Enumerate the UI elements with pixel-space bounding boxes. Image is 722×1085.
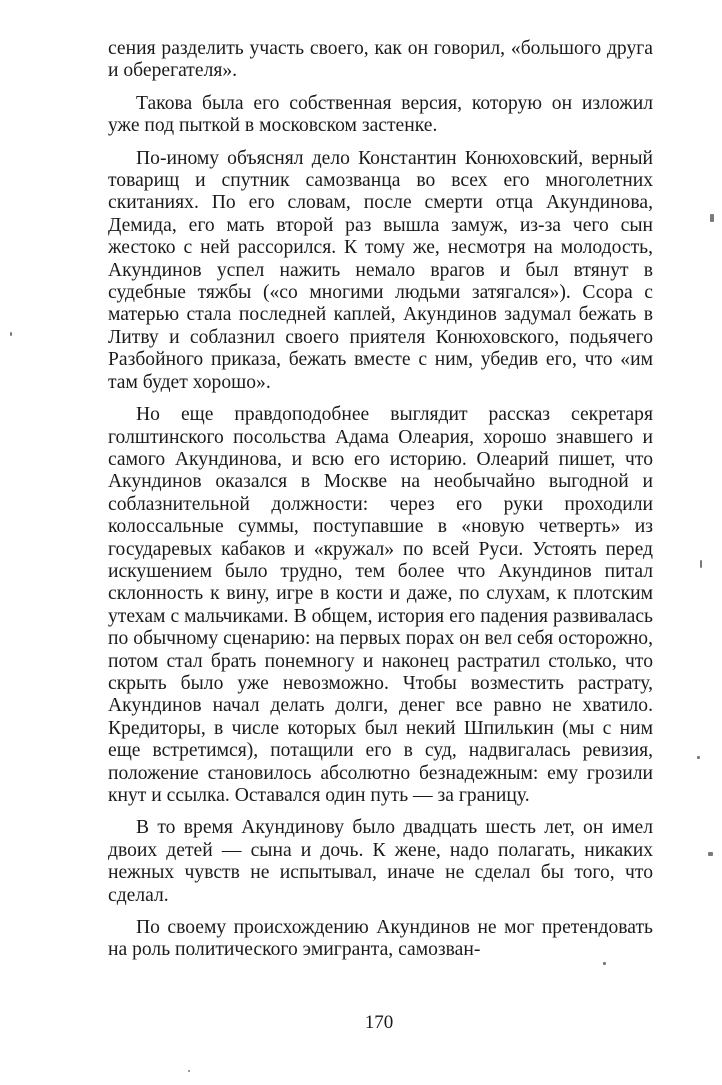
paragraph: сения разделить участь своего, как он говорил, «большого друга и оберегателя». — [108, 38, 653, 82]
scan-speck — [188, 1070, 190, 1072]
body-text — [108, 38, 653, 972]
paragraph: По-иному объяснял дело Константин Конюховский, верный товарищ и спутник самозванца во всех его многолетних скитаниях. По его словам, после смерти отца Акундинова, Демида, его мать второй раз вышла замуж, из-за чего сын жестоко с ней рассорился. К тому же, несмотря на молодость, Акундинов успел нажить немало врагов и был втянут в судебные тяжбы («со многими людьми затягался»). Ссора с матерью стала последней каплей, Акундинов задумал бежать в Литву и соблазнил своего приятеля Конюховского, подьячего Разбойного приказа, бежать вместе с ним, убедив его, что «им там будет хорошо». — [108, 147, 653, 393]
scan-speck — [700, 560, 702, 568]
paragraph: По своему происхождению Акундинов не мог претендовать на роль политического эмигранта, самозван- — [108, 917, 653, 961]
paragraph: В то время Акундинову было двадцать шесть лет, он имел двоих детей — сына и дочь. К жене, надо полагать, никаких нежных чувств не испытывал, иначе не сделал бы того, что сделал. — [108, 817, 653, 906]
scan-speck — [710, 214, 714, 222]
scan-speck — [708, 852, 713, 856]
paragraph: Но еще правдоподобнее выглядит рассказ секретаря голштинского посольства Адама Олеария, хорошо знавшего и самого Акундинова, и всю его историю. Олеарий пишет, что Акундинов оказался в Москве на необычайно выгодной и соблазнительной должности: через его руки проходили колоссальные суммы, поступавшие в «новую четверть» из государевых кабаков и «кружал» по всей Руси. Устоять перед искушением было трудно, тем более что Акундинов питал склонность к вину, игре в кости и даже, по слухам, к плотским утехам с мальчиками. В общем, история его падения развивалась по обычному сценарию: на первых порах он вел себя осторожно, потом стал брать понемногу и наконец растратил столько, что скрыть было уже невозможно. Чтобы возместить растрату, Акундинов начал делать долги, денег все равно не хватило. Кредиторы, в числе которых был некий Шпилькин (мы с ним еще встретимся), потащили его в суд, надвигалась ревизия, положение становилось абсолютно безнадежным: ему грозили кнут и ссылка. Оставался один путь — за границу. — [108, 404, 653, 806]
page-number: 170 — [364, 1012, 394, 1033]
scan-speck — [697, 756, 700, 759]
paragraph: Такова была его собственная версия, которую он изложил уже под пыткой в московском застенке. — [108, 92, 653, 137]
scan-speck — [603, 962, 606, 965]
scan-speck — [10, 332, 12, 336]
